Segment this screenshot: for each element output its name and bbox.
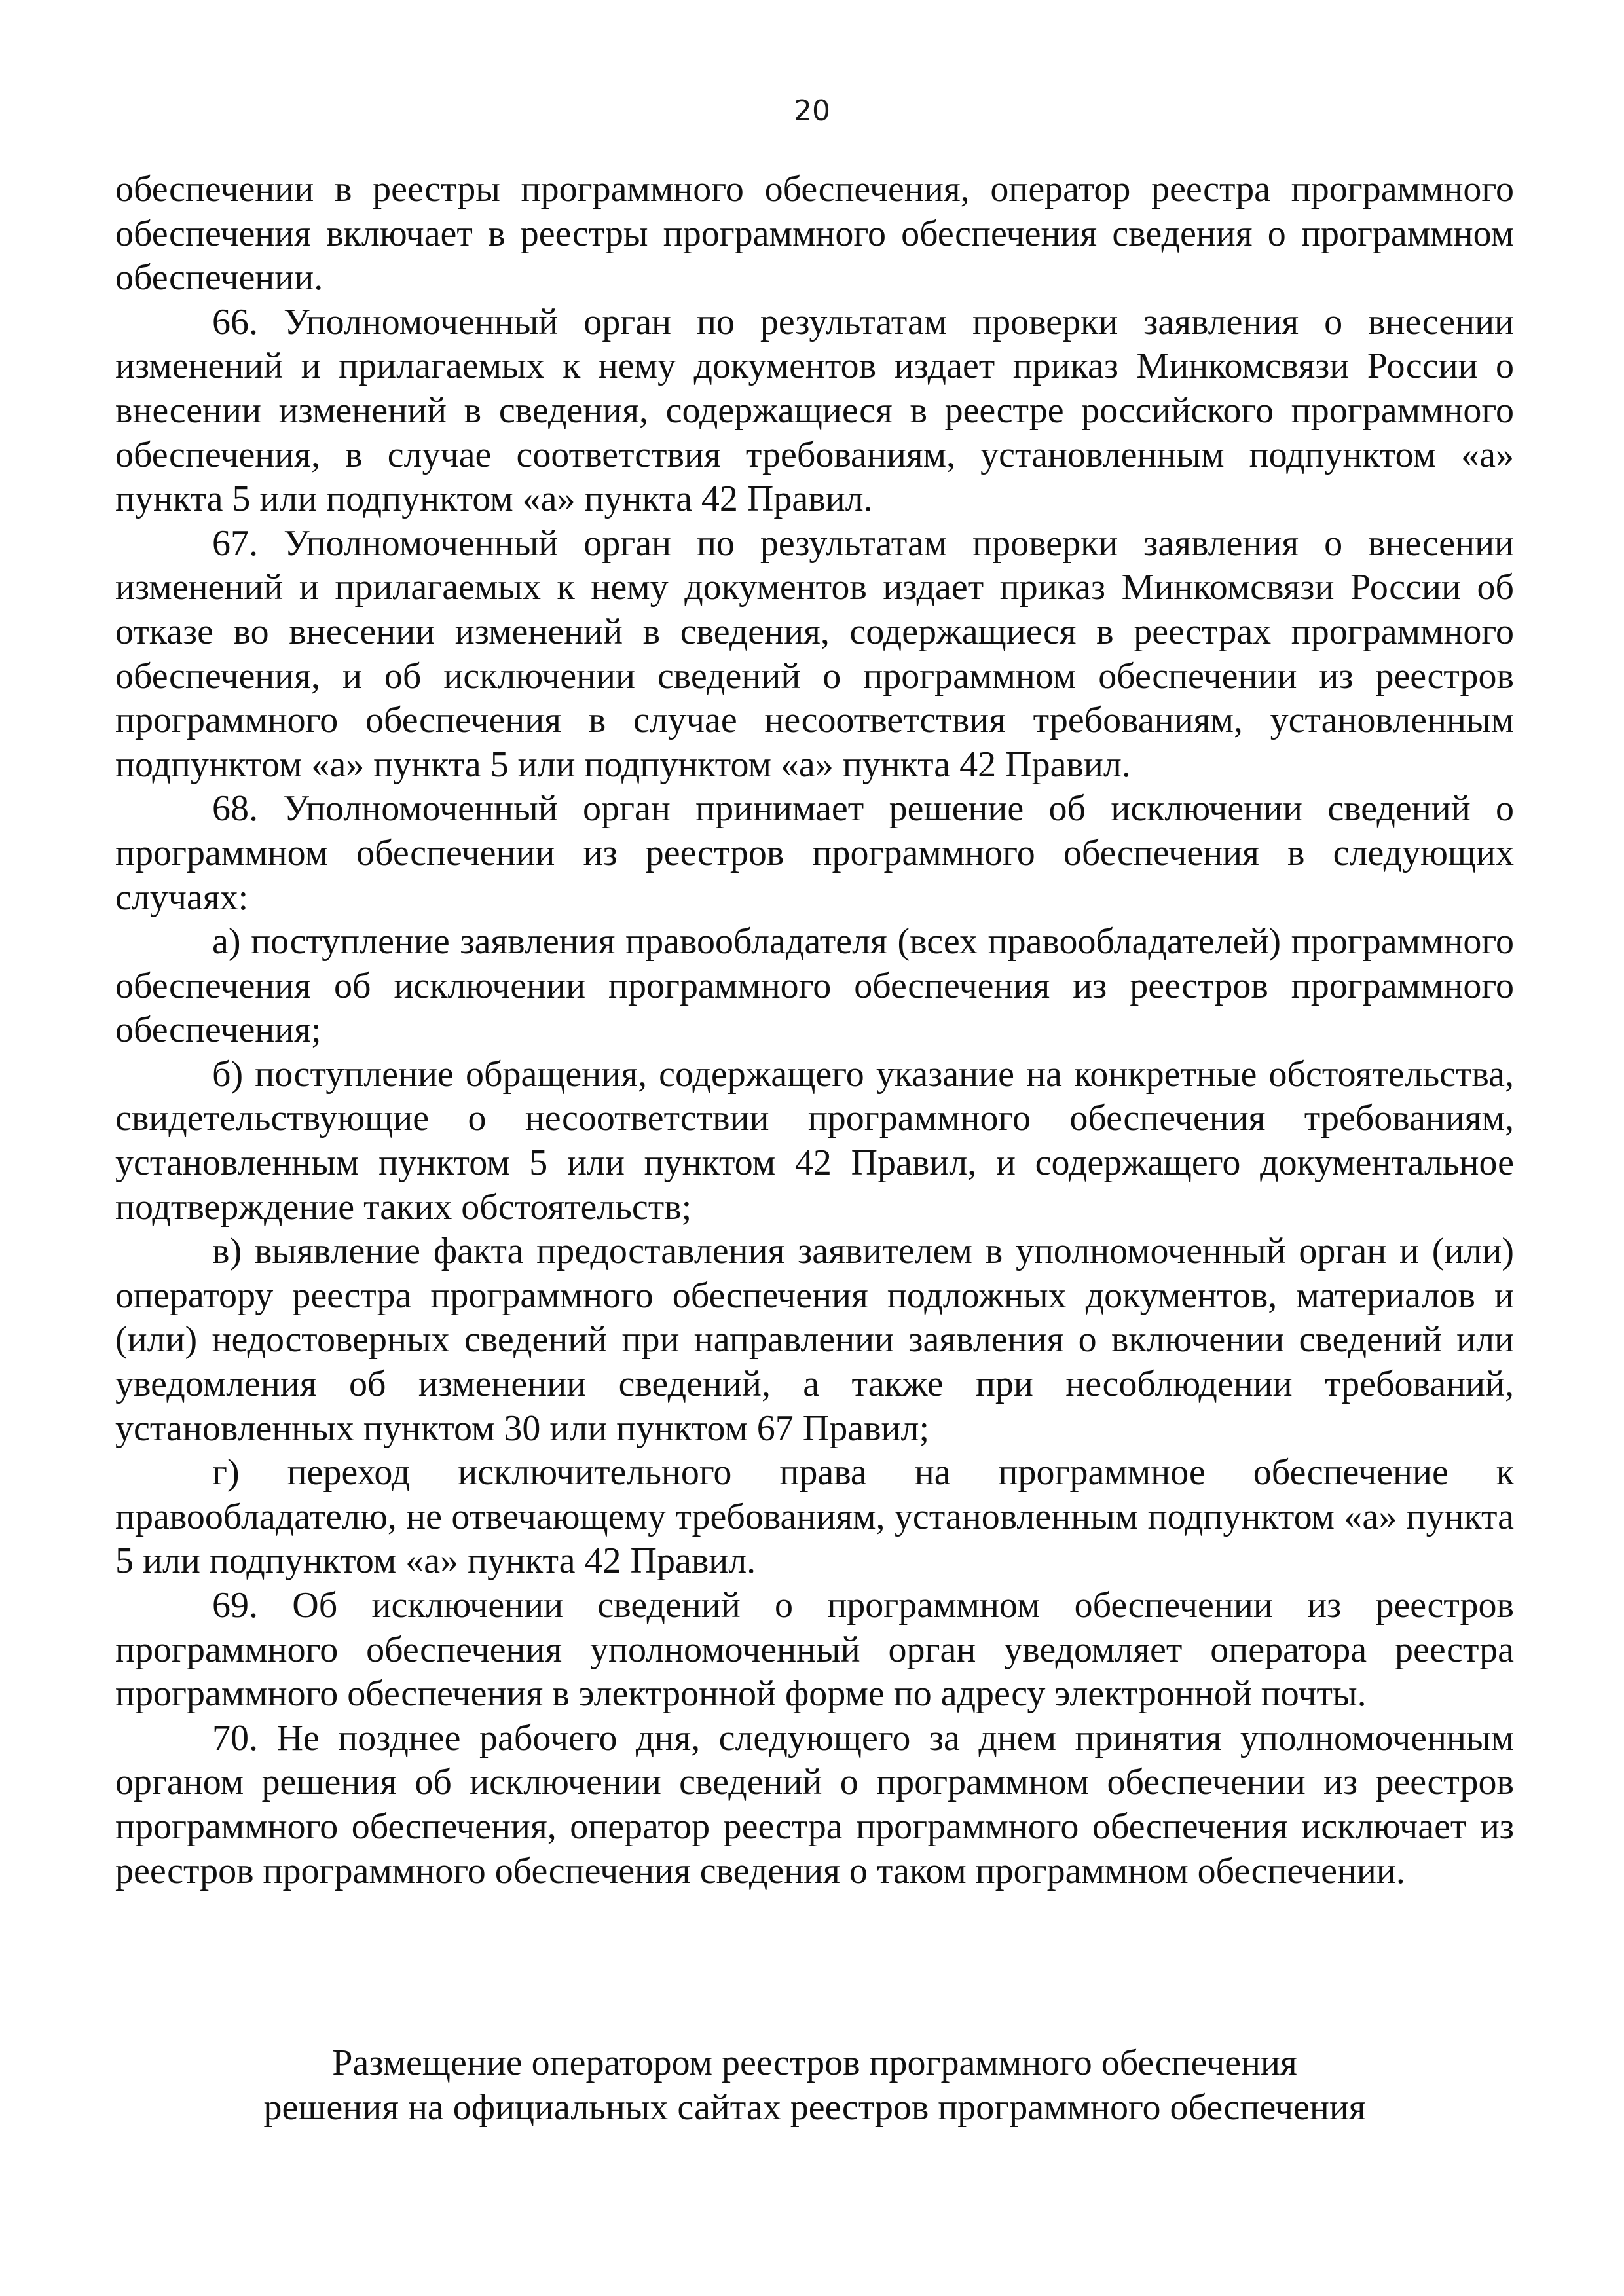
paragraph-continuation: обеспечении в реестры программного обеспечения, оператор реестра программного обеспечения включает в реестры программного обеспечения сведения о программном обеспечении. — [115, 169, 1514, 299]
page-number: 20 — [794, 94, 830, 128]
document-body — [115, 168, 1514, 1893]
paragraph-68-item-a: а) поступление заявления правообладателя (всех правообладателей) программного обеспечения об исключении программного обеспечения из реестров программного обеспечения; — [115, 921, 1514, 1051]
paragraph-67: 67. Уполномоченный орган по результатам проверки заявления о внесении изменений и прилагаемых к нему документов издает приказ Минкомсвязи России об отказе во внесении изменений в сведения, содержащиеся в реестрах программного обеспечения, и об исключении сведений о программном обеспечении из реестров программного обеспечения в случае несоответствия требованиям, установленным подпунктом «а» пункта 5 или подпунктом «а» пункта 42 Правил. — [115, 522, 1514, 785]
paragraph-69: 69. Об исключении сведений о программном обеспечении из реестров программного обеспечения уполномоченный орган уведомляет оператора реестра программного обеспечения в электронной форме по адресу электронной почты. — [115, 1585, 1514, 1715]
paragraph-70: 70. Не позднее рабочего дня, следующего за днем принятия уполномоченным органом решения об исключении сведений о программном обеспечении из реестров программного обеспечения, оператор реестра программного обеспечения исключает из реестров программного обеспечения сведения о таком программном обеспечении. — [115, 1717, 1514, 1891]
paragraph-66: 66. Уполномоченный орган по результатам проверки заявления о внесении изменений и прилагаемых к нему документов издает приказ Минкомсвязи России о внесении изменений в сведения, содержащиеся в реестре российского программного обеспечения, в случае соответствия требованиям, установленным подпунктом «а» пункта 5 или подпунктом «а» пункта 42 Правил. — [115, 301, 1514, 520]
paragraph-68-item-b: б) поступление обращения, содержащего указание на конкретные обстоятельства, свидетельствующие о несоответствии программного обеспечения требованиям, установленным пунктом 5 или пунктом 42 Правил, и содержащего документальное подтверждение таких обстоятельств; — [115, 1053, 1514, 1228]
section-heading — [115, 2041, 1514, 2130]
section-heading-line-1: Размещение оператором реестров программного обеспечения — [332, 2043, 1297, 2083]
paragraph-68-item-g: г) переход исключительного права на программное обеспечение к правообладателю, не отвечающему требованиям, установленным подпунктом «а» пункта 5 или подпунктом «а» пункта 42 Правил. — [115, 1452, 1514, 1582]
paragraph-68-item-v: в) выявление факта предоставления заявителем в уполномоченный орган и (или) оператору реестра программного обеспечения подложных документов, материалов и (или) недостоверных сведений при направлении заявления о включении сведений или уведомления об изменении сведений, а также при несоблюдении требований, установленных пунктом 30 или пунктом 67 Правил; — [115, 1231, 1514, 1449]
paragraph-68: 68. Уполномоченный орган принимает решение об исключении сведений о программном обеспечении из реестров программного обеспечения в следующих случаях: — [115, 788, 1514, 918]
section-heading-line-2: решения на официальных сайтах реестров программного обеспечения — [263, 2087, 1366, 2128]
